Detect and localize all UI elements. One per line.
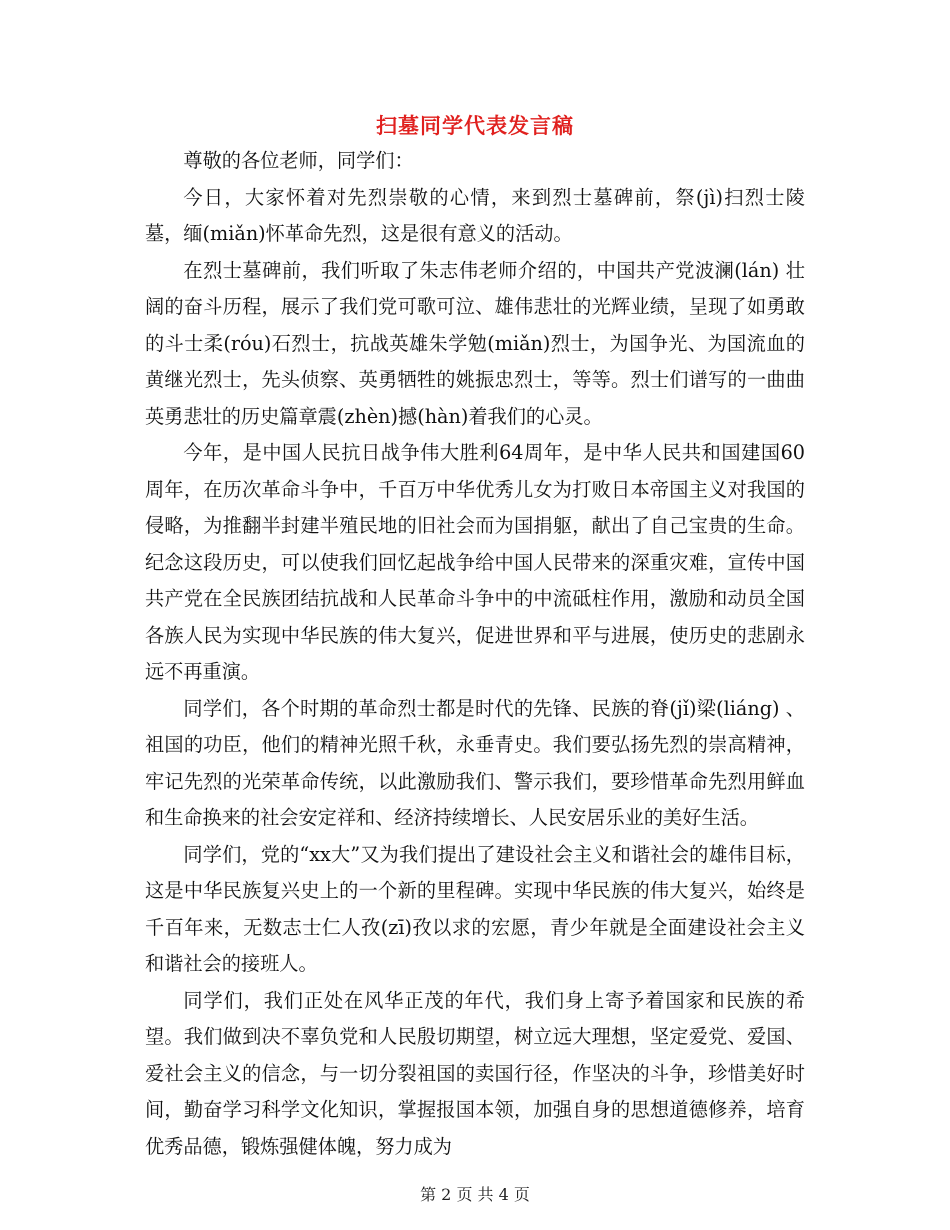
page-number-footer: 第 2 页 共 4 页 <box>420 1185 530 1204</box>
document-body <box>145 143 805 1165</box>
paragraph: 同学们，各个时期的革命烈士都是时代的先锋、民族的脊(jǐ)梁(liáng) 、祖国的功臣，他们的精神光照千秋，永垂青史。我们要弘扬先烈的崇高精神，牢记先烈的光荣革命传统，以此激励我们、警示我们，要珍惜革命先烈用鲜血和生命换来的社会安定祥和、经济持续增长、人民安居乐业的美好生活。 <box>145 696 805 829</box>
paragraph: 同学们，我们正处在风华正茂的年代，我们身上寄予着国家和民族的希望。我们做到决不辜负党和人民殷切期望，树立远大理想，坚定爱党、爱国、爱社会主义的信念，与一切分裂祖国的卖国行径，作坚决的斗争，珍惜美好时间，勤奋学习科学文化知识，掌握报国本领，加强自身的思想道德修养，培育优秀品德，锻炼强健体魄，努力成为 <box>145 988 805 1158</box>
paragraph: 在烈士墓碑前，我们听取了朱志伟老师介绍的，中国共产党波澜(lán) 壮阔的奋斗历程，展示了我们党可歌可泣、雄伟悲壮的光辉业绩，呈现了如勇敢的斗士柔(róu)石烈士，抗战英雄朱学勉(miǎn)烈士，为国争光、为国流血的黄继光烈士，先头侦察、英勇牺牲的姚振忠烈士，等等。烈士们谱写的一曲曲英勇悲壮的历史篇章震(zhèn)撼(hàn)着我们的心灵。 <box>145 258 805 428</box>
paragraph: 同学们，党的“xx大”又为我们提出了建设社会主义和谐社会的雄伟目标，这是中华民族复兴史上的一个新的里程碑。实现中华民族的伟大复兴，始终是千百年来，无数志士仁人孜(zī)孜以求的宏愿，青少年就是全面建设社会主义和谐社会的接班人。 <box>145 842 805 975</box>
paragraph: 今日，大家怀着对先烈崇敬的心情，来到烈士墓碑前，祭(jì)扫烈士陵墓，缅(miǎn)怀革命先烈，这是很有意义的活动。 <box>145 185 805 245</box>
paragraph: 今年，是中国人民抗日战争伟大胜利64周年，是中华人民共和国建国60周年，在历次革命斗争中，千百万中华优秀儿女为打败日本帝国主义对我国的侵略，为推翻半封建半殖民地的旧社会而为国捐躯，献出了自己宝贵的生命。纪念这段历史，可以使我们回忆起战争给中国人民带来的深重灾难，宣传中国共产党在全民族团结抗战和人民革命斗争中的中流砥柱作用，激励和动员全国各族人民为实现中华民族的伟大复兴，促进世界和平与进展，使历史的悲剧永远不再重演。 <box>145 441 805 683</box>
paragraph-salutation: 尊敬的各位老师，同学们： <box>183 149 414 172</box>
document-title: 扫墓同学代表发言稿 <box>376 113 574 138</box>
